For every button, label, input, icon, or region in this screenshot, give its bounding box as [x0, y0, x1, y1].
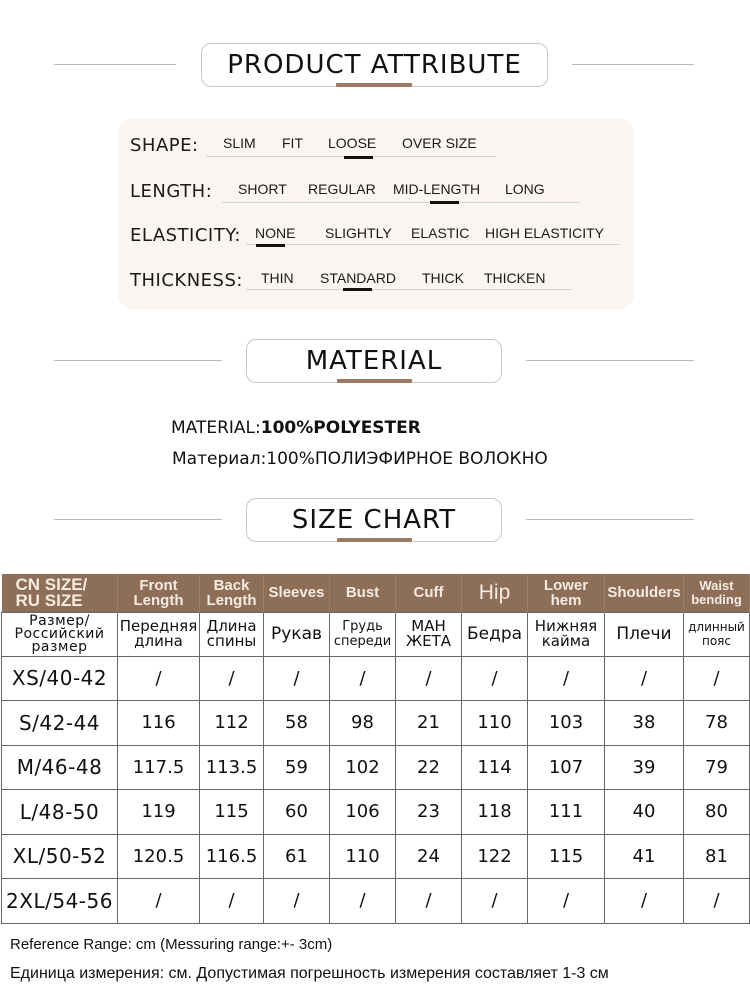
value-cell: 80	[684, 790, 750, 835]
attr-option-selected: STANDARD	[320, 270, 396, 286]
value-cell: 23	[396, 790, 462, 835]
product-attribute-header	[0, 43, 750, 87]
size-chart-table	[1, 574, 750, 924]
value-cell: /	[264, 656, 330, 701]
size-cell: XL/50-52	[2, 834, 118, 879]
value-cell: 61	[264, 834, 330, 879]
attr-option: REGULAR	[308, 181, 376, 197]
attr-option: THIN	[261, 270, 294, 286]
value-cell: 111	[528, 790, 605, 835]
value-cell: 120.5	[118, 834, 200, 879]
value-cell: 116	[118, 701, 200, 746]
attr-label: THICKNESS:	[130, 270, 243, 291]
attr-row-length	[130, 179, 630, 209]
size-cell: S/42-44	[2, 701, 118, 746]
value-cell: 122	[462, 834, 528, 879]
selected-marker	[430, 201, 459, 204]
size-cell: L/48-50	[2, 790, 118, 835]
attr-label: SHAPE:	[130, 135, 199, 156]
reference-note-ru: Единица измерения: см. Допустимая погрешность измерения составляет 1-3 см	[10, 965, 609, 982]
value-cell: 112	[200, 701, 264, 746]
divider-left	[54, 519, 222, 520]
col-header-ru: Нижняя кайма	[528, 612, 605, 656]
attr-row-elasticity	[130, 223, 630, 253]
table-row	[2, 656, 750, 701]
value-cell: 98	[330, 701, 396, 746]
col-header: CN SIZE/ RU SIZE	[2, 574, 118, 612]
value-cell: 119	[118, 790, 200, 835]
col-header: Lower hem	[528, 574, 605, 612]
size-cell: XS/40-42	[2, 656, 118, 701]
col-header-ru: МАН ЖЕТА	[396, 612, 462, 656]
value-cell: 102	[330, 745, 396, 790]
attr-underline	[222, 202, 580, 203]
value-cell: /	[330, 879, 396, 924]
col-header-ru: Размер/ Российский размер	[2, 612, 118, 656]
col-header: Back Length	[200, 574, 264, 612]
value-cell: 115	[528, 834, 605, 879]
col-header: Hip	[462, 574, 528, 612]
col-header: Bust	[330, 574, 396, 612]
table-row	[2, 745, 750, 790]
value-cell: 106	[330, 790, 396, 835]
value-cell: 107	[528, 745, 605, 790]
attr-option: HIGH ELASTICITY	[485, 225, 605, 241]
divider-right	[526, 519, 694, 520]
material-value: 100%POLYESTER	[260, 418, 421, 438]
value-cell: 81	[684, 834, 750, 879]
value-cell: 39	[605, 745, 684, 790]
attr-option: THICKEN	[484, 270, 546, 286]
material-ru	[172, 449, 548, 469]
title-accent	[337, 379, 412, 383]
value-cell: /	[396, 656, 462, 701]
value-cell: /	[118, 879, 200, 924]
col-header-ru: Плечи	[605, 612, 684, 656]
value-cell: 114	[462, 745, 528, 790]
value-cell: /	[605, 879, 684, 924]
col-header: Shoulders	[605, 574, 684, 612]
selected-marker	[344, 156, 373, 159]
attr-option: THICK	[422, 270, 464, 286]
value-cell: 21	[396, 701, 462, 746]
title-accent	[337, 538, 412, 542]
value-cell: 116.5	[200, 834, 264, 879]
value-cell: 60	[264, 790, 330, 835]
attribute-panel	[118, 119, 634, 309]
attr-option: SHORT	[238, 181, 287, 197]
attr-underline	[246, 289, 572, 290]
attr-option: ELASTIC	[411, 225, 470, 241]
value-cell: /	[200, 879, 264, 924]
attr-row-thickness	[130, 268, 630, 298]
divider-right	[526, 360, 694, 361]
divider-left	[54, 64, 176, 65]
value-cell: /	[462, 879, 528, 924]
attr-option: SLIM	[223, 135, 256, 151]
value-cell: 115	[200, 790, 264, 835]
divider-right	[572, 64, 694, 65]
value-cell: 40	[605, 790, 684, 835]
value-cell: /	[684, 656, 750, 701]
selected-marker	[343, 288, 372, 291]
attr-option-selected: LOOSE	[328, 135, 377, 151]
value-cell: 22	[396, 745, 462, 790]
col-header-ru: Бедра	[462, 612, 528, 656]
value-cell: /	[462, 656, 528, 701]
section-title: MATERIAL	[246, 339, 502, 383]
material-en	[171, 418, 421, 438]
value-cell: 59	[264, 745, 330, 790]
size-cell: M/46-48	[2, 745, 118, 790]
value-cell: /	[605, 656, 684, 701]
attr-option: OVER SIZE	[402, 135, 477, 151]
value-cell: 79	[684, 745, 750, 790]
col-header: Cuff	[396, 574, 462, 612]
header-row-en	[2, 574, 750, 612]
value-cell: /	[264, 879, 330, 924]
value-cell: /	[200, 656, 264, 701]
value-cell: /	[396, 879, 462, 924]
material-label-ru: Материал:	[172, 449, 267, 469]
material-header	[0, 339, 750, 383]
attr-label: ELASTICITY:	[130, 225, 241, 246]
header-row-ru	[2, 612, 750, 656]
col-header-ru: Рукав	[264, 612, 330, 656]
value-cell: 58	[264, 701, 330, 746]
attr-row-shape	[130, 133, 630, 163]
selected-marker	[256, 244, 285, 247]
col-header: Waist bending	[684, 574, 750, 612]
attr-option: SLIGHTLY	[325, 225, 392, 241]
value-cell: 113.5	[200, 745, 264, 790]
value-cell: /	[330, 656, 396, 701]
material-label: MATERIAL:	[171, 418, 261, 438]
value-cell: 38	[605, 701, 684, 746]
attr-label: LENGTH:	[130, 181, 213, 202]
col-header: Sleeves	[264, 574, 330, 612]
value-cell: 103	[528, 701, 605, 746]
value-cell: /	[528, 879, 605, 924]
value-cell: 24	[396, 834, 462, 879]
value-cell: /	[118, 656, 200, 701]
value-cell: 78	[684, 701, 750, 746]
col-header-ru: длинный пояс	[684, 612, 750, 656]
table-row	[2, 790, 750, 835]
size-chart-header	[0, 498, 750, 542]
section-title: PRODUCT ATTRIBUTE	[201, 43, 548, 87]
section-title: SIZE CHART	[246, 498, 502, 542]
value-cell: 110	[462, 701, 528, 746]
reference-note-en: Reference Range: cm (Messuring range:+- 3cm)	[10, 936, 333, 953]
col-header-ru: Передняя длина	[118, 612, 200, 656]
title-accent	[336, 83, 412, 87]
col-header-ru: Длина спины	[200, 612, 264, 656]
material-value-ru: 100%ПОЛИЭФИРНОЕ ВОЛОКНО	[266, 449, 548, 469]
col-header-ru: Грудь спереди	[330, 612, 396, 656]
value-cell: /	[684, 879, 750, 924]
value-cell: 117.5	[118, 745, 200, 790]
attr-option-selected: MID-LENGTH	[393, 181, 481, 197]
table-row	[2, 701, 750, 746]
value-cell: 110	[330, 834, 396, 879]
size-cell: 2XL/54-56	[2, 879, 118, 924]
value-cell: 41	[605, 834, 684, 879]
attr-option: FIT	[282, 135, 303, 151]
attr-underline	[246, 244, 620, 245]
value-cell: 118	[462, 790, 528, 835]
table-row	[2, 879, 750, 924]
attr-option-selected: NONE	[255, 225, 296, 241]
attr-option: LONG	[505, 181, 545, 197]
divider-left	[54, 360, 222, 361]
value-cell: /	[528, 656, 605, 701]
table-row	[2, 834, 750, 879]
col-header: Front Length	[118, 574, 200, 612]
